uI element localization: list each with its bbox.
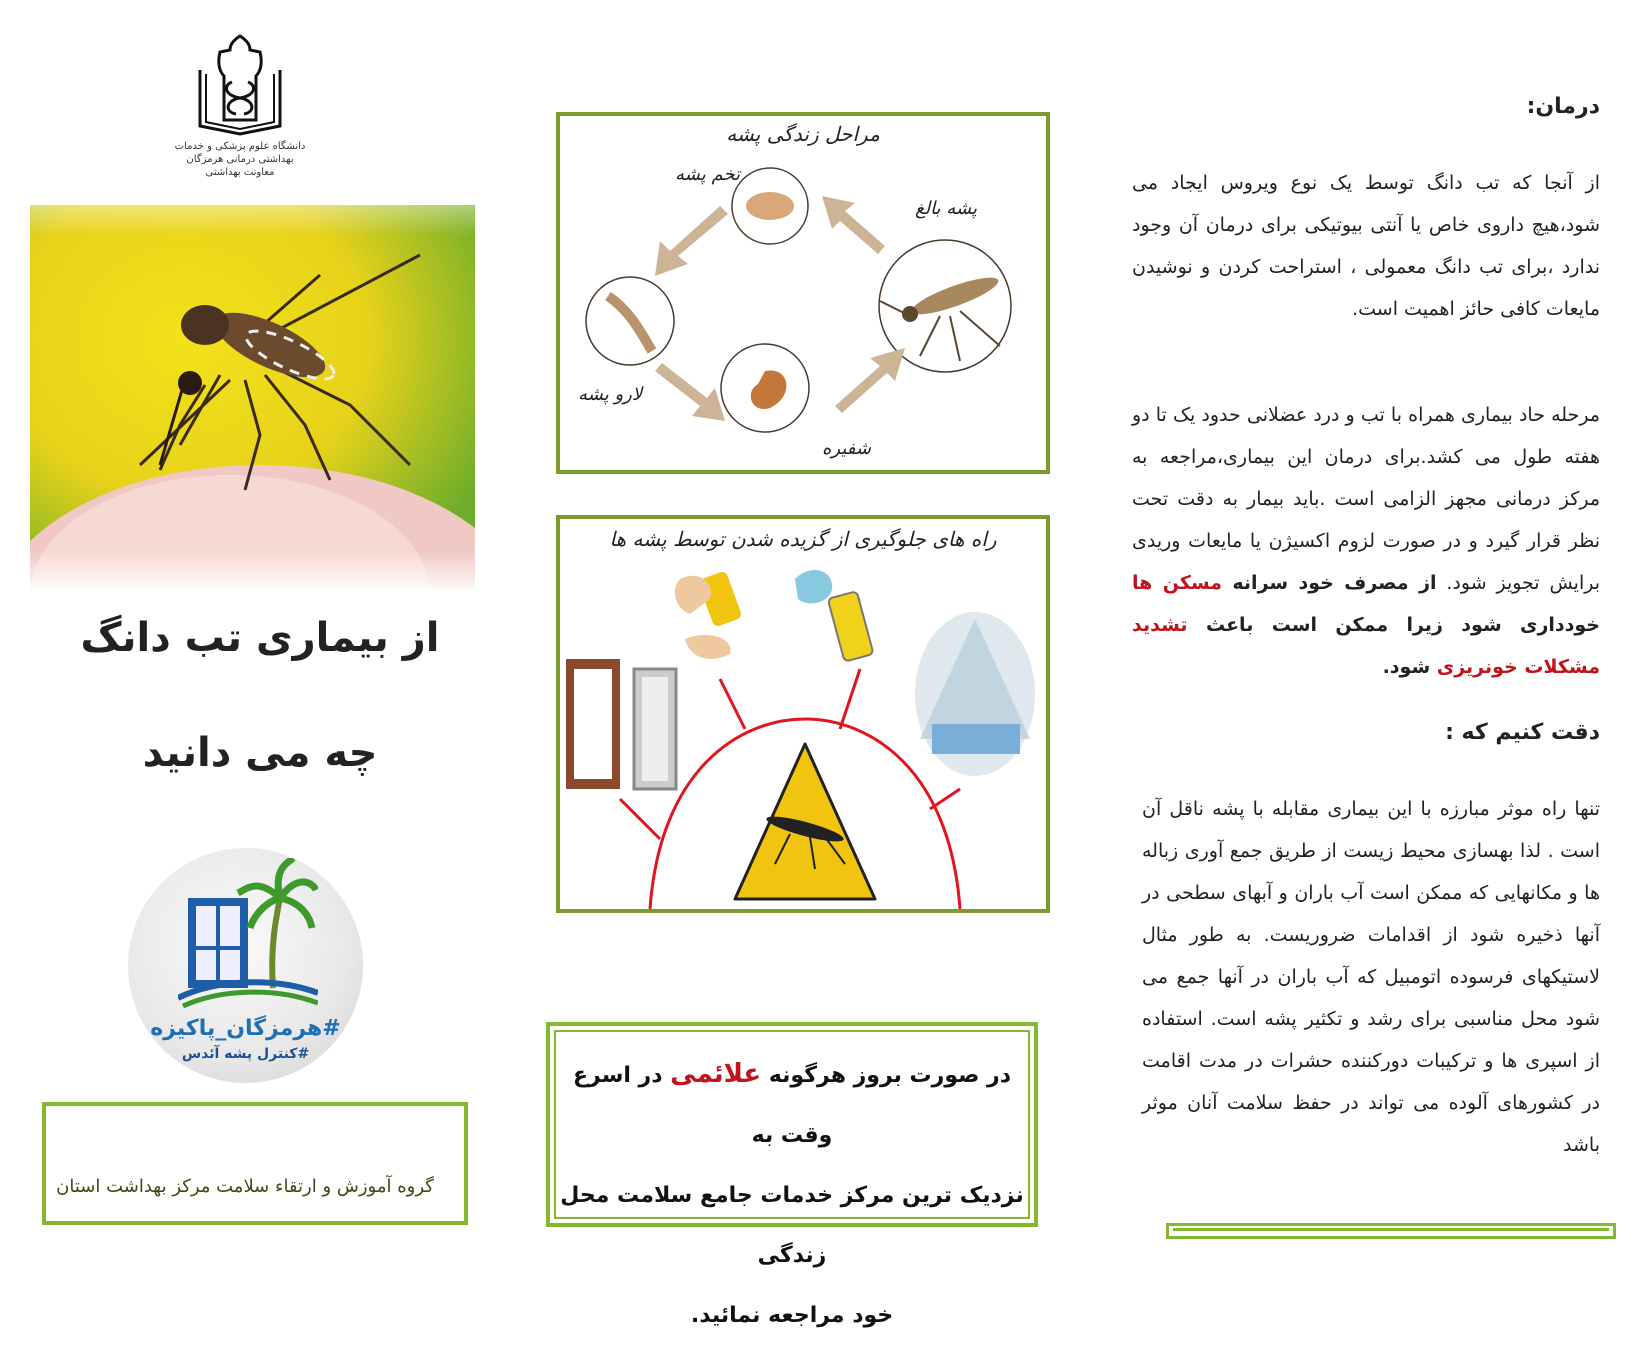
prevention-diagram bbox=[556, 515, 1050, 913]
notice-line2: نزدیک ترین مرکز خدمات جامع سلامت محل زندگی bbox=[560, 1183, 1024, 1268]
logo-caption-line1: دانشگاه علوم پزشکی و خدمات بهداشتی درمانی هرمزگان bbox=[174, 141, 306, 165]
stage-adult-label: پشه بالغ bbox=[915, 198, 977, 219]
notice-text bbox=[556, 1032, 1028, 1346]
university-logo-icon bbox=[190, 30, 290, 140]
notice-highlight: علائمی bbox=[670, 1059, 762, 1089]
notice-line1: در صورت بروز هرگونه علائمی در اسرع وقت به bbox=[572, 1059, 1011, 1148]
hormozgan-badge bbox=[128, 848, 363, 1083]
treatment-heading: درمان: bbox=[1526, 94, 1600, 119]
notice-box bbox=[546, 1022, 1038, 1328]
university-logo bbox=[165, 30, 315, 180]
life-cycle-title: مراحل زندگی پشه bbox=[726, 122, 880, 146]
warning-highlight-1: مسکن ها bbox=[1132, 572, 1222, 594]
care-heading: دقت کنیم که : bbox=[1445, 720, 1600, 745]
notice-line3: خود مراجعه نمائید. bbox=[690, 1303, 894, 1328]
stage-egg-label: تخم پشه bbox=[675, 164, 741, 185]
group-box bbox=[42, 1102, 468, 1225]
stage-pupa-label: شفیره bbox=[822, 438, 871, 459]
headline-line2: چه می دانید bbox=[142, 730, 378, 776]
bottom-divider bbox=[1166, 1223, 1616, 1239]
life-cycle-diagram bbox=[556, 112, 1050, 474]
warning-highlight-2: تشدید مشکلات خونریزی bbox=[1132, 614, 1600, 678]
care-paragraph: تنها راه موثر مبارزه با این بیماری مقابله با پشه ناقل آن است . لذا بهسازی محیط زیست از طریق جمع آوری زباله ها و مکانهایی که ممکن است آب باران و آبهای سطحی در آنها ذخیره شود از اقدامات ضروریست. به طور مثال لاستیکهای فرسوده اتومبیل که آب باران در آنها جمع می شود محل مناسبی برای رشد و تکثیر پشه است. استفاده از اسپری ها و ترکیبات دورکننده حشرات در مدت اقامت در کشورهای آلوده می تواند در حفظ سلامت آنان موثر باشد bbox=[1142, 798, 1600, 1156]
badge-hashtag: #هرمزگان_پاکیزه bbox=[150, 1016, 341, 1041]
headline-line1: از بیماری تب دانگ bbox=[80, 615, 440, 661]
prevention-title: راه های جلوگیری از گزیده شدن توسط پشه ها bbox=[609, 527, 997, 551]
acute-paragraph: مرحله حاد بیماری همراه با تب و درد عضلانی حدود یک تا دو هفته طول می کشد.برای درمان این بیماری،مراجعه به مرکز درمانی مجهز الزامی است .باید بیمار به دقت تحت نظر قرار گیرد و در صورت لزوم اکسیژن یا مایعات وریدی برایش تجویز شود. از مصرف خود سرانه مسکن ها خودداری شود زیرا ممکن است باعث تشدید مشکلات خونریزی شود. bbox=[1132, 404, 1601, 678]
hormozgan-badge-icon bbox=[178, 858, 318, 1008]
logo-caption-line2: معاونت بهداشتی bbox=[205, 167, 275, 178]
stage-larva-label: لارو پشه bbox=[578, 384, 643, 405]
treatment-paragraph: از آنجا که تب دانگ توسط یک نوع ویروس ایجاد می شود،هیچ داروی خاص یا آنتی بیوتیکی برای درمان آن وجود ندارد ،برای تب دانگ معمولی ، استراحت کردن و نوشیدن مایعات کافی حائز اهمیت است. bbox=[1132, 172, 1600, 320]
group-text: گروه آموزش و ارتقاء سلامت مرکز بهداشت استان bbox=[56, 1176, 434, 1197]
mosquito-photo bbox=[30, 205, 475, 590]
badge-subtitle: #کنترل پشه آئدس bbox=[181, 1046, 310, 1062]
